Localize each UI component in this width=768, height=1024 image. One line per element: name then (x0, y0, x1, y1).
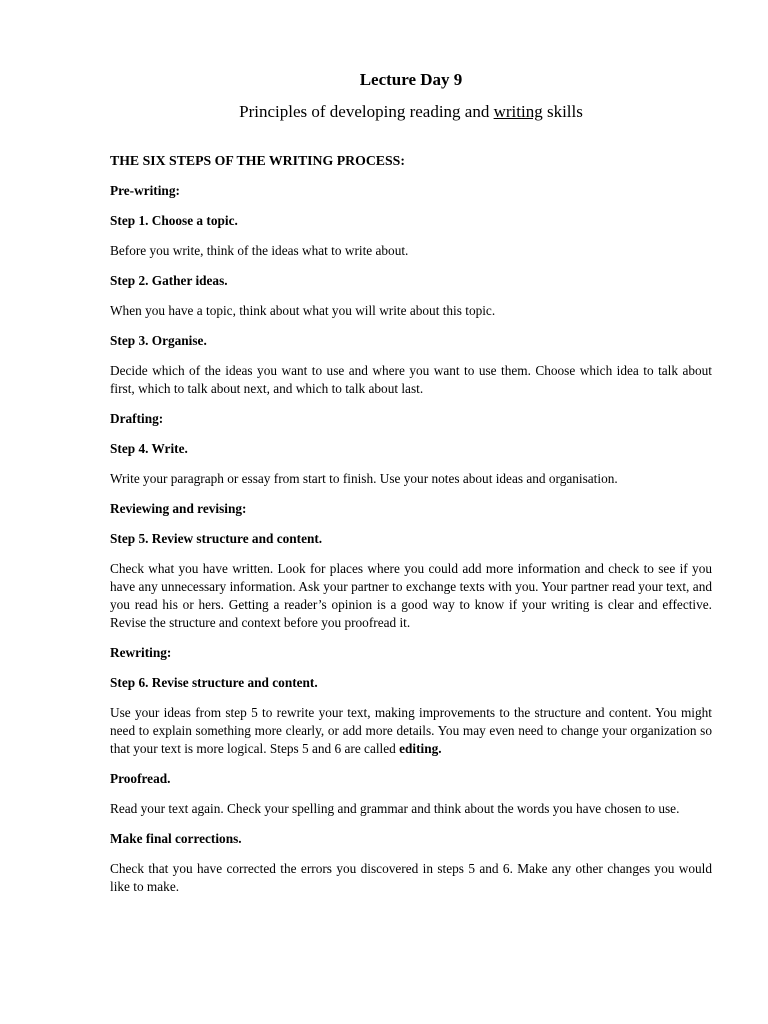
step-4-text: Write your paragraph or essay from start to finish. Use your notes about ideas and organisation. (110, 471, 618, 486)
step-6-text-body: Use your ideas from step 5 to rewrite your text, making improvements to the structure and content. You might need to explain something more clearly, or add more details. You may even need to change your organization so that your text is more logical. Steps 5 and 6 are called (110, 705, 712, 756)
step-2-text: When you have a topic, think about what you will write about this topic. (110, 303, 496, 318)
step-3-heading: Step 3. Organise. (110, 333, 207, 348)
step-2-heading: Step 2. Gather ideas. (110, 273, 228, 288)
step-5-heading: Step 5. Review structure and content. (110, 531, 323, 546)
final-corrections-text: Check that you have corrected the errors you discovered in steps 5 and 6. Make any other changes you would like to make. (110, 861, 712, 894)
subtitle-text-end: skills (542, 102, 583, 121)
section-heading-drafting: Drafting: (110, 411, 164, 426)
step-1-text: Before you write, think of the ideas what to write about. (110, 243, 409, 258)
step-6-text-bold: editing. (399, 741, 442, 756)
step-5-text: Check what you have written. Look for places where you could add more information and check to see if you have any unnecessary information. Ask your partner to exchange texts with you. Your partner read your text, and you read his or hers. Getting a reader’s opinion is a good way to know if your writing is clear and effective. Revise the structure and context before you proofread it. (110, 561, 712, 630)
page-subtitle (0, 102, 768, 122)
step-6-heading: Step 6. Revise structure and content. (110, 675, 318, 690)
page-title: Lecture Day 9 (359, 70, 463, 89)
section-heading-rewriting: Rewriting: (110, 645, 172, 660)
proofread-heading: Proofread. (110, 771, 171, 786)
main-heading: THE SIX STEPS OF THE WRITING PROCESS: (110, 153, 405, 168)
step-3-text: Decide which of the ideas you want to use and where you want to use them. Choose which idea to talk about first, which to talk about next, and which to talk about last. (110, 363, 712, 396)
step-1-heading: Step 1. Choose a topic. (110, 213, 238, 228)
step-4-heading: Step 4. Write. (110, 441, 188, 456)
proofread-text: Read your text again. Check your spelling and grammar and think about the words you have chosen to use. (110, 801, 680, 816)
final-corrections-heading: Make final corrections. (110, 831, 242, 846)
section-heading-reviewing: Reviewing and revising: (110, 501, 247, 516)
subtitle-text-start: Principles of developing reading and (239, 102, 494, 121)
section-heading-pre-writing: Pre-writing: (110, 183, 180, 198)
step-6-text (110, 704, 712, 758)
subtitle-underlined-word: writing (493, 102, 543, 121)
document-body (110, 152, 712, 908)
